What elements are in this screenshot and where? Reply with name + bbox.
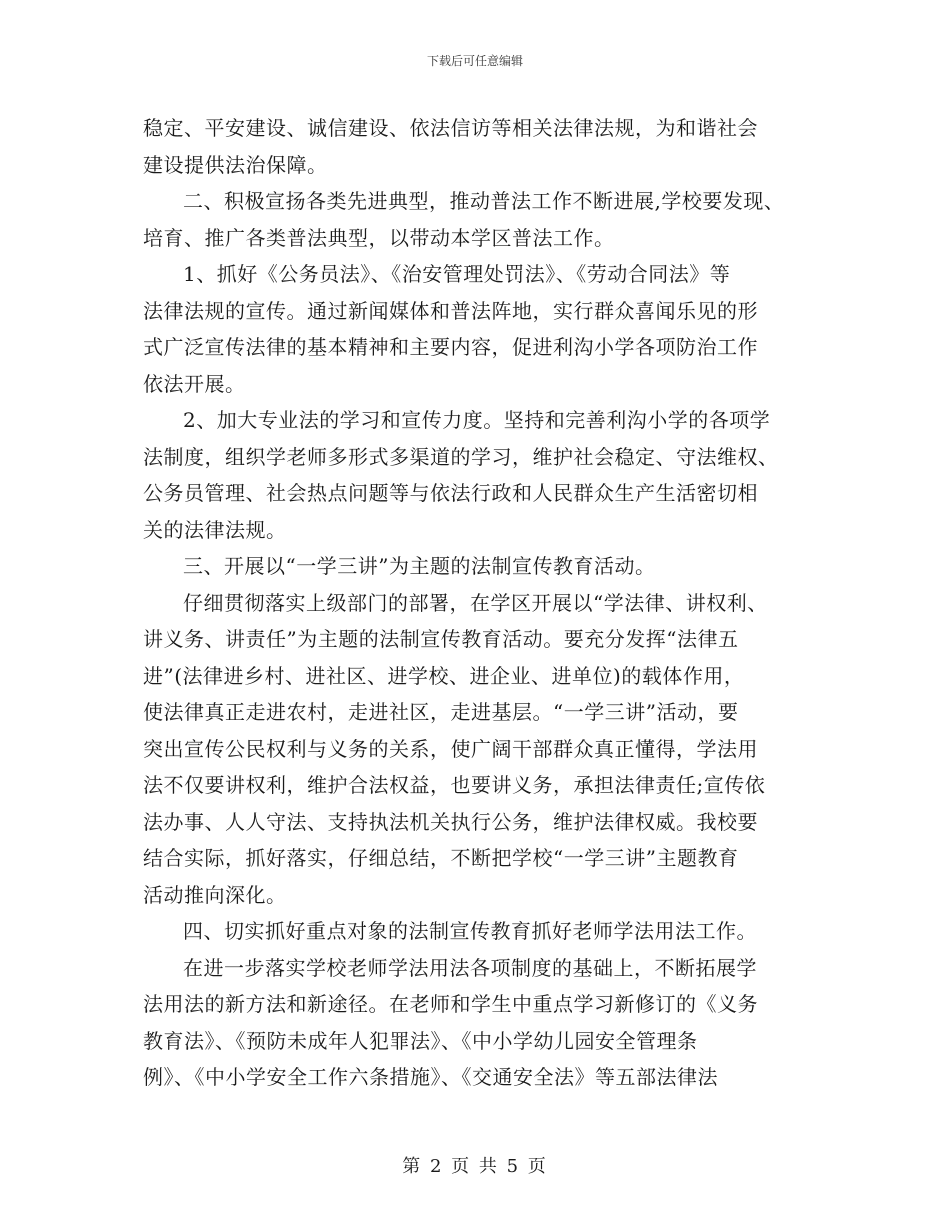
text-line: 法不仅要讲权利，维护合法权益，也要讲义务，承担法律责任;宣传依: [143, 773, 766, 797]
text-line: 培育、推广各类普法典型，以带动本学区普法工作。: [143, 225, 615, 250]
page-header: 下载后可任意编辑: [426, 54, 523, 68]
text-line: 关的法律法规。: [143, 517, 287, 542]
page-footer: 第 2 页 共 5 页: [402, 1156, 548, 1177]
text-line: 法用法的新方法和新途径。在老师和学生中重点学习新修订的《义务: [143, 992, 758, 1016]
text-line: 讲义务、讲责任”为主题的法制宣传教育活动。要充分发挥“法律五: [143, 627, 739, 651]
text-line: 突出宣传公民权利与义务的关系，使广阔干部群众真正懂得，学法用: [143, 736, 758, 761]
text-line: 活动推向深化。: [143, 882, 287, 907]
text-line: 公务员管理、社会热点问题等与依法行政和人民群众生产生活密切相: [143, 481, 758, 505]
document-body: [143, 110, 815, 1096]
text-line: 法办事、人人守法、支持执法机关执行公务，维护法律权威。我校要: [143, 809, 758, 834]
text-line: 法律法规的宣传。通过新闻媒体和普法阵地，实行群众喜闻乐见的形: [143, 298, 758, 323]
text-line: 1、抓好《公务员法》、《治安管理处罚法》、《劳动合同法》等: [183, 262, 731, 286]
text-line: 法制度，组织学老师多形式多渠道的学习，维护社会稳定、守法维权、: [143, 444, 779, 469]
text-line: 教育法》、《预防未成年人犯罪法》、《中小学幼儿园安全管理条: [143, 1028, 698, 1053]
text-line: 三、开展以“一学三讲”为主题的法制宣传教育活动。: [183, 554, 656, 578]
text-line: 在进一步落实学校老师学法用法各项制度的基础上，不断拓展学: [183, 955, 757, 980]
text-line: 依法开展。: [143, 371, 246, 396]
text-line: 稳定、平安建设、诚信建设、依法信访等相关法律法规，为和谐社会: [143, 116, 758, 140]
text-line: 例》、《中小学安全工作六条措施》、《交通安全法》等五部法律法: [143, 1065, 718, 1089]
text-line: 进”(法律进乡村、进社区、进学校、进企业、进单位)的载体作用，: [143, 663, 745, 688]
text-line: 结合实际，抓好落实，仔细总结，不断把学校“一学三讲”主题教育: [143, 846, 739, 870]
text-line: 仔细贯彻落实上级部门的部署，在学区开展以“学法律、讲权利、: [183, 590, 768, 615]
text-line: 2、加大专业法的学习和宣传力度。坚持和完善利沟小学的各项学: [183, 408, 771, 432]
text-line: 建设提供法治保障。: [143, 152, 328, 177]
text-line: 式广泛宣传法律的基本精神和主要内容，促进利沟小学各项防治工作: [143, 335, 758, 359]
text-line: 二、积极宣扬各类先进典型，推动普法工作不断进展,学校要发现、: [183, 189, 785, 213]
text-line: 四、切实抓好重点对象的法制宣传教育抓好老师学法用法工作。: [183, 919, 757, 943]
text-line: 使法律真正走进农村，走进社区，走进基层。“一学三讲”活动，要: [143, 700, 739, 724]
